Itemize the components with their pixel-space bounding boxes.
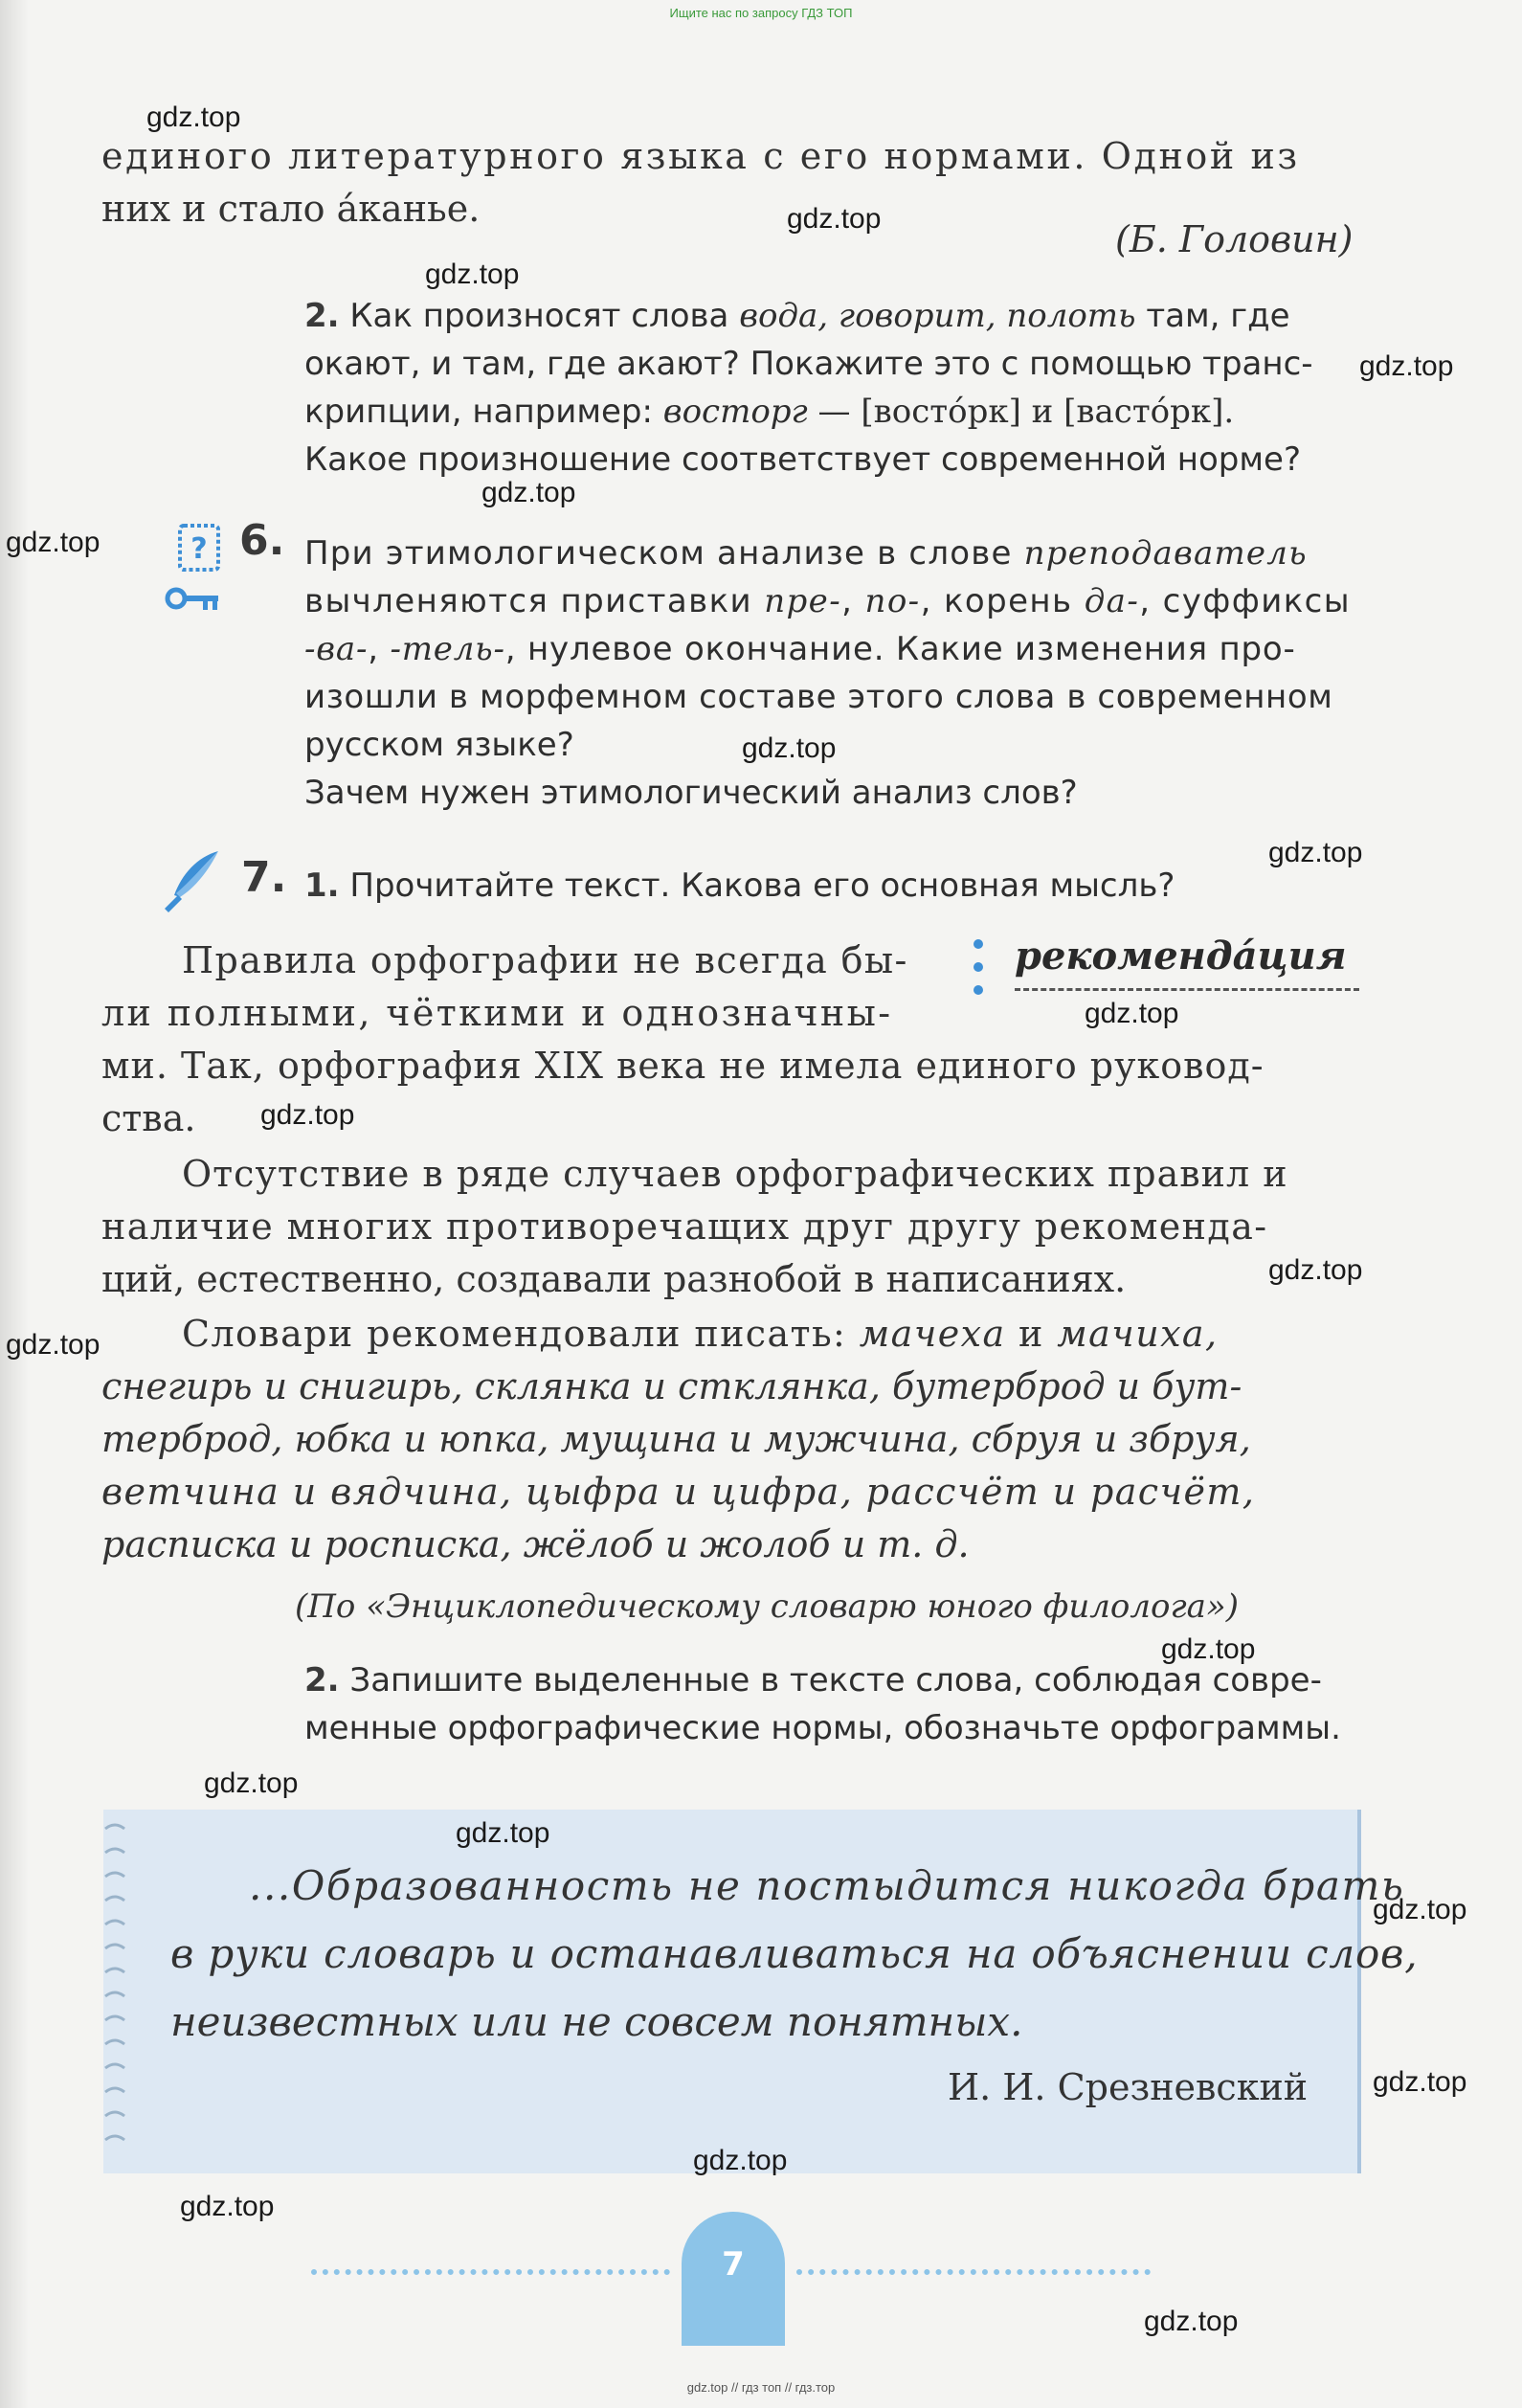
p3-line-2: снегирь и снигирь, склянка и стклянка, бутерброд и бут-: [101, 1365, 1242, 1407]
text: , корень: [920, 582, 1085, 620]
ex6-line-2: [304, 577, 1351, 625]
task-text: Запишите выделенные в тексте слова, соблюдая совре-: [349, 1661, 1322, 1699]
morpheme: -тель-: [390, 630, 505, 668]
top-banner[interactable]: Ищите нас по запросу ГДЗ ТОП: [669, 6, 853, 20]
quill-pen-icon: [161, 847, 224, 914]
p3-line-5: расписка и росписка, жёлоб и жолоб и т. д.: [101, 1523, 970, 1565]
watermark: gdz.top: [456, 1817, 550, 1849]
watermark: gdz.top: [180, 2191, 275, 2222]
task-5-2-line-4: Какое произношение соответствует современной норме?: [304, 440, 1301, 479]
task-number: 2.: [304, 1661, 340, 1699]
morpheme: по-: [864, 582, 921, 620]
p1-line-2: ли полными, чёткими и однозначны-: [101, 992, 893, 1034]
svg-text:?: ?: [190, 532, 208, 566]
notebook-spiral-icon: [103, 1819, 128, 2164]
key-icon: [165, 584, 220, 613]
p1-line-1: Правила орфографии не всегда бы-: [182, 939, 908, 981]
text: Словари рекомендовали писать:: [182, 1313, 860, 1355]
watermark: gdz.top: [204, 1767, 299, 1799]
morpheme: -ва-: [304, 630, 369, 668]
question-book-icon: [178, 522, 220, 572]
watermark: gdz.top: [1359, 350, 1454, 382]
example-words: вода, говорит, полоть: [739, 297, 1136, 335]
intro-line-2: них и стало а́канье.: [101, 188, 481, 230]
task-5-2-line-2: окают, и там, где акают? Покажите это с помощью транс-: [304, 345, 1313, 383]
p1-line-4: ства.: [101, 1097, 196, 1139]
example-word: восторг: [662, 393, 808, 431]
note-dots-icon: [973, 938, 984, 996]
watermark: gdz.top: [1144, 2306, 1239, 2337]
text: ,: [841, 582, 865, 620]
p3-line-3: терброд, юбка и юпка, мущина и мужчина, сбруя и збруя,: [101, 1418, 1251, 1460]
watermark: gdz.top: [1373, 2066, 1467, 2098]
intro-author: (Б. Головин): [1115, 218, 1354, 260]
watermark: gdz.top: [6, 1329, 101, 1361]
text: и: [1005, 1313, 1058, 1355]
morpheme: пре-: [764, 582, 842, 620]
underline-dashes: [1015, 988, 1359, 991]
watermark: gdz.top: [260, 1099, 355, 1131]
exercise-number: 6.: [239, 516, 285, 565]
quote-line-2: в руки словарь и останавливаться на объяснении слов,: [170, 1930, 1419, 1977]
watermark: gdz.top: [787, 203, 882, 235]
text: , суффиксы: [1139, 582, 1351, 620]
watermark: gdz.top: [693, 2145, 788, 2176]
quote-line-3: неизвестных или не совсем понятных.: [170, 1998, 1023, 2045]
ex7-task-1: [304, 862, 1175, 910]
task-number: 1.: [304, 866, 340, 905]
quote-author: И. И. Срезневский: [948, 2066, 1309, 2108]
page-edge-shadow: [0, 0, 29, 2408]
page-number: 7: [682, 2212, 785, 2346]
p1-line-3: ми. Так, орфография XIX века не имела единого руковод-: [101, 1045, 1265, 1087]
highlighted-word: мачиха,: [1057, 1313, 1219, 1355]
p3-line-4: ветчина и вядчина, цыфра и цифра, рассчёт и расчёт,: [101, 1471, 1256, 1513]
footer-links[interactable]: gdz.top // гдз топ // гдз.тор: [686, 2380, 836, 2395]
p2-line-3: ций, естественно, создавали разнобой в написаниях.: [101, 1258, 1127, 1300]
task-2-line-2: менные орфографические нормы, обозначьте орфограммы.: [304, 1709, 1341, 1747]
watermark: gdz.top: [1161, 1633, 1256, 1665]
text-source: (По «Энциклопедическому словарю юного филолога»): [295, 1587, 1239, 1626]
ex6-line-4: изошли в морфемном составе этого слова в современном: [304, 678, 1333, 716]
watermark: gdz.top: [1085, 998, 1179, 1029]
page-dots-right: [796, 2269, 1151, 2281]
task-5-2-line-3: [304, 388, 1234, 436]
watermark: gdz.top: [742, 732, 837, 764]
watermark: gdz.top: [1373, 1894, 1467, 1925]
watermark: gdz.top: [1268, 837, 1363, 868]
text: При этимологическом анализе в слове: [304, 534, 1024, 573]
ex6-line-1: [304, 529, 1308, 577]
text: крипции, например:: [304, 393, 663, 431]
exercise-number: 7.: [241, 853, 287, 902]
quote-line-1: ...Образованность не постыдится никогда брать: [249, 1862, 1405, 1909]
text: , нулевое окончание. Какие изменения про-: [504, 630, 1296, 668]
p2-line-2: наличие многих противоречащих друг другу рекоменда-: [101, 1205, 1268, 1248]
ex6-line-5: русском языке?: [304, 726, 574, 764]
watermark: gdz.top: [481, 477, 576, 508]
p3-line-1: [182, 1307, 1218, 1361]
transcription: — [восто́рк] и [васто́рк].: [807, 393, 1235, 431]
watermark: gdz.top: [1268, 1254, 1363, 1286]
highlighted-word: мачеха: [859, 1313, 1006, 1355]
p2-line-1: Отсутствие в ряде случаев орфографических правил и: [182, 1153, 1288, 1195]
text: ,: [368, 630, 391, 668]
watermark: gdz.top: [146, 101, 241, 133]
watermark: gdz.top: [425, 259, 520, 290]
task-number: 2.: [304, 297, 340, 335]
text: Как произносят слова: [349, 297, 740, 335]
word: преподаватель: [1023, 534, 1308, 573]
intro-line-1: единого литературного языка с его нормами. Одной из: [101, 135, 1300, 177]
text: там, где: [1135, 297, 1290, 335]
ex6-line-6: Зачем нужен этимологический анализ слов?: [304, 774, 1078, 812]
vocabulary-word: рекомендáция: [1015, 934, 1347, 979]
ex6-line-3: [304, 625, 1296, 673]
task-5-2-line-1: [304, 292, 1290, 340]
task-text: Прочитайте текст. Какова его основная мысль?: [349, 866, 1175, 905]
watermark: gdz.top: [6, 527, 101, 558]
morpheme: да-: [1084, 582, 1140, 620]
page-dots-left: [311, 2269, 670, 2281]
text: вычленяются приставки: [304, 582, 765, 620]
